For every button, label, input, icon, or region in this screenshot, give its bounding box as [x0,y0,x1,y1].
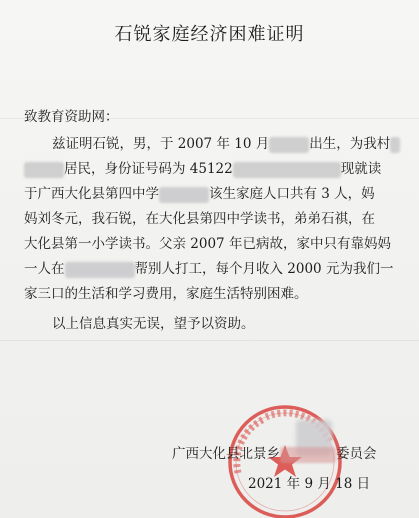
body-line-8: 以上信息真实无误，望予以资助。 [52,316,255,332]
redacted-village [390,137,400,153]
body-line-7: 家三口的生活和学习费用，家庭生活特别困难。 [24,286,308,302]
body-line-3: 于广西大化县第四中学 该生家庭人口共有 3 人，妈 [24,186,375,202]
redacted-grade [159,187,209,203]
salutation: 致教育资助网： [24,109,119,125]
body-line-2: 居民，身份证号码为 45122 现就读 [24,157,404,181]
body-line-1: 兹证明石锐，男，于 2007 年 10 月 出生，为我村 [24,132,404,156]
signature-organization: 广西大化县北景乡 委员会 [172,446,377,462]
paper-fold-line [0,340,419,341]
redacted-village-name [24,162,64,178]
body-line-6: 一人在 帮别人打工，每个月收入 2000 元为我们一 [24,261,394,277]
redacted-birth-day [269,137,309,153]
body-line-4: 妈刘冬元，我石锐，在大化县第四中学读书，弟弟石祺，在 [24,211,375,227]
redacted-id-number [233,162,341,178]
redacted-workplace [65,262,135,278]
body-line-5: 大化县第一小学读书。父亲 2007 年已病故，家中只有靠妈妈 [24,236,391,252]
redacted-organization [280,447,336,463]
signature-date: 2021 年 9 月 18 日 [248,476,371,492]
document-title: 石锐家庭经济困难证明 [114,24,305,45]
